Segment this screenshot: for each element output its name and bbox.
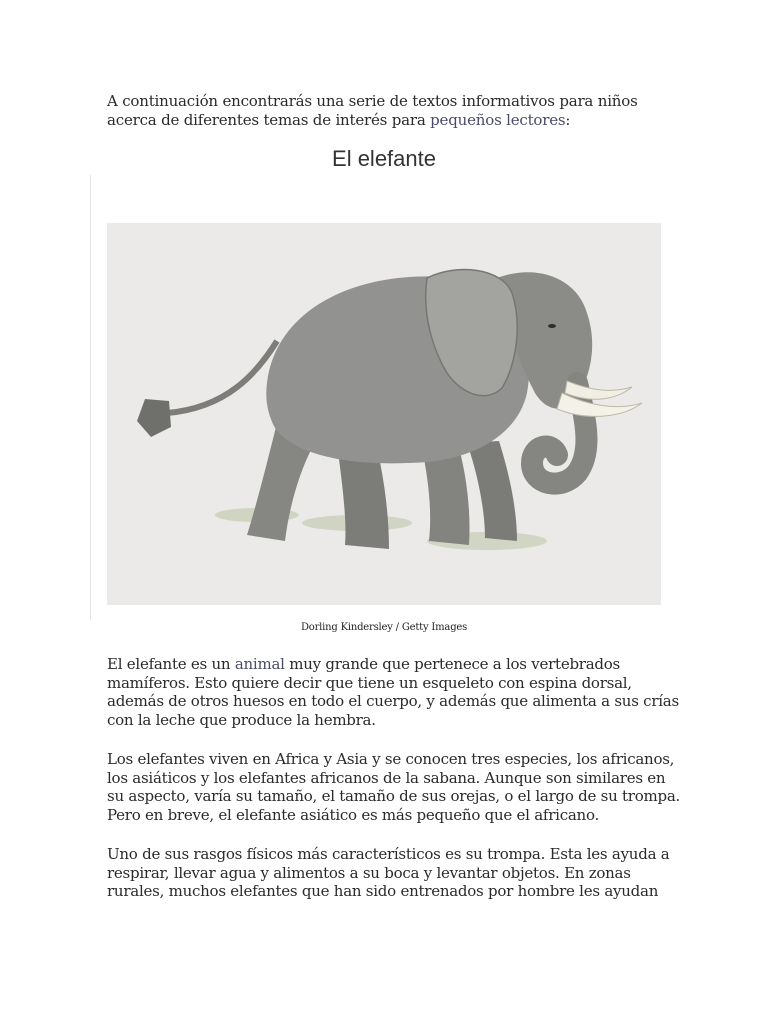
elephant-image — [107, 223, 661, 605]
paragraph-line: los asiáticos y los elefantes africanos de la sabana. Aunque son similares en — [107, 768, 666, 787]
paragraph-2 — [107, 750, 681, 824]
paragraph-line: Uno de sus rasgos físicos más característicos es su trompa. Esta les ayuda a — [107, 845, 670, 863]
pequenos-lectores-link[interactable]: pequeños lectores — [430, 111, 566, 129]
elephant-tusk — [565, 381, 632, 399]
intro-line: A continuación encontrarás una serie de textos informativos para niños — [107, 92, 638, 110]
side-divider — [90, 175, 91, 620]
paragraph-line: mamíferos. Esto quiere decir que tiene un esqueleto con espina dorsal, — [107, 673, 632, 692]
paragraph-line: además de otros huesos en todo el cuerpo, y además que alimenta a sus crías — [107, 692, 679, 710]
elephant-illustration — [107, 223, 661, 605]
elephant-front-leg — [422, 448, 470, 545]
animal-link[interactable]: animal — [234, 655, 285, 673]
elephant-tail-tuft — [137, 399, 171, 437]
paragraph-line: con la leche que produce la hembra. — [107, 710, 376, 729]
paragraph-line — [107, 655, 667, 674]
paragraph-1 — [107, 655, 679, 729]
paragraph-line: rurales, muchos elefantes que han sido entrenados por hombre les ayudan — [107, 882, 659, 900]
paragraph-line: Los elefantes viven en Africa y Asia y se conocen tres especies, los africanos, — [107, 750, 675, 768]
intro-text: acerca de diferentes temas de interés para — [107, 111, 431, 129]
paragraph-line: Pero en breve, el elefante asiático es más pequeño que el africano. — [107, 805, 599, 824]
paragraph-text: muy grande que pertenece a los vertebrados — [284, 655, 620, 673]
paragraph-line: su aspecto, varía su tamaño, el tamaño de sus orejas, o el largo de su trompa. — [107, 787, 681, 805]
page-title: El elefante — [332, 146, 436, 171]
intro-line — [107, 111, 667, 130]
paragraph-3 — [107, 845, 670, 901]
paragraph-line: respirar, llevar agua y alimentos a su boca y levantar objetos. En zonas — [107, 863, 631, 882]
intro-paragraph — [107, 92, 667, 130]
paragraph-text: El elefante es un — [107, 655, 235, 673]
elephant-tail — [167, 341, 277, 413]
image-caption: Dorling Kindersley / Getty Images — [300, 622, 468, 633]
elephant-eye — [548, 324, 556, 328]
elephant-front-leg — [467, 441, 517, 541]
intro-text: : — [565, 111, 571, 129]
